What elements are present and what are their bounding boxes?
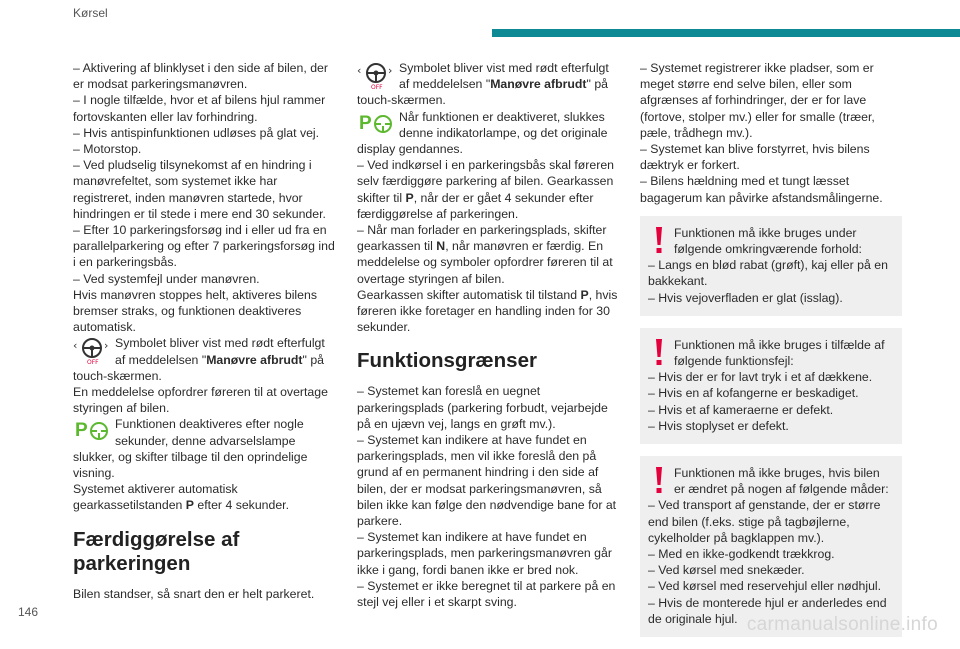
warning-note bbox=[640, 216, 902, 316]
para3-post: efter 4 sekunder. bbox=[194, 498, 290, 513]
svg-text:P: P bbox=[359, 112, 372, 134]
svg-text:›: › bbox=[104, 339, 109, 353]
icon1-text-post: " på touch-skærmen. bbox=[73, 352, 324, 383]
svg-text:P: P bbox=[75, 420, 88, 442]
list-item: – Hvis et af kameraerne er defekt. bbox=[648, 402, 834, 417]
warning-exclamation-icon bbox=[648, 337, 670, 369]
icon1-text-post: " på touch-skærmen. bbox=[357, 77, 608, 108]
section-heading: Funktionsgrænser bbox=[357, 349, 537, 373]
column-3 bbox=[640, 60, 902, 649]
list-item: – Efter 10 parkeringsforsøg ind i eller ud fra en parallelparkering og efter 7 parkeringsforsøg ind i en parkeringsbås. bbox=[73, 223, 335, 270]
list-item: – Ved transport af genstande, der er større end bilen (f.eks. stige på tagbøjlerne, cykelholder på bagklappen mv.). bbox=[648, 498, 881, 545]
paragraph: Hvis manøvren stoppes helt, aktiveres bilens bremser straks, og funktionen deaktiveres automatisk. bbox=[73, 287, 317, 335]
steering-off-icon bbox=[357, 60, 395, 90]
list-item: – Hvis der er for lavt tryk i et af dækkene. bbox=[648, 370, 873, 385]
warning-exclamation-icon bbox=[648, 225, 670, 257]
para3-bold: P bbox=[185, 498, 194, 513]
parking-assist-icon bbox=[73, 416, 111, 446]
list-item: – Systemet registrerer ikke pladser, som er meget større end selve bilen, eller som afgrænses af forhindringer, der er for lave (fortove, stolper mv.) eller for smalle (træer, pæle, trådhegn mv.). bbox=[640, 61, 875, 140]
list-item: – Hvis vejoverfladen er glat (isslag). bbox=[648, 290, 843, 305]
item2-bold: N bbox=[436, 239, 446, 254]
item2-pre: – Når man forlader en parkeringsplads, skifter gearkassen til bbox=[357, 223, 607, 254]
note-lead: Funktionen må ikke bruges i tilfælde af følgende funktionsfejl: bbox=[674, 337, 885, 369]
icon-paragraph bbox=[357, 109, 619, 158]
list-item: – Hvis antispinfunktionen udløses på glat vej. bbox=[73, 125, 320, 140]
svg-text:›: › bbox=[388, 64, 393, 77]
warning-exclamation-icon bbox=[648, 465, 670, 497]
list-item bbox=[357, 157, 619, 222]
warning-note bbox=[640, 328, 902, 444]
para-pre: Gearkassen skifter automatisk til tilstand bbox=[357, 287, 581, 302]
column-1 bbox=[73, 60, 335, 602]
list-item: – Hvis stoplyset er defekt. bbox=[648, 418, 789, 433]
page-number: 146 bbox=[18, 605, 39, 619]
list-item: – Ved kørsel med reservehjul eller nødhjul. bbox=[648, 579, 882, 594]
list-item: – Langs en blød rabat (grøft), kaj eller på en bakkekant. bbox=[648, 258, 888, 289]
icon2-text: Funktionen deaktiveres efter nogle sekunder, denne advarselslampe slukker, og skifter tilbage til den oprindelige visning. bbox=[73, 417, 308, 481]
paragraph bbox=[73, 481, 335, 513]
list-item: – I nogle tilfælde, hvor et af bilens hjul rammer fortovskanten eller lav forhindring. bbox=[73, 93, 326, 124]
list-item: – Systemet er ikke beregnet til at parkere på en stejl vej eller i et skarpt sving. bbox=[357, 578, 616, 610]
icon1-text-bold: Manøvre afbrudt bbox=[490, 77, 587, 92]
svg-text:‹: ‹ bbox=[73, 339, 78, 353]
column-2 bbox=[357, 60, 619, 610]
list-item: – Ved kørsel med snekæder. bbox=[648, 563, 805, 578]
svg-text:‹: ‹ bbox=[357, 64, 362, 77]
header-accent-bar bbox=[492, 29, 960, 37]
list-item: – Aktivering af blinklyset i den side af bilen, der er modsat parkeringsmanøvren. bbox=[73, 61, 328, 92]
list-item: – Ved systemfejl under manøvren. bbox=[73, 271, 260, 286]
list-item: – Med en ikke-godkendt trækkrog. bbox=[648, 547, 835, 562]
list-item: – Motorstop. bbox=[73, 142, 142, 157]
note-lead: Funktionen må ikke bruges under følgende omkringværende forhold: bbox=[674, 225, 862, 257]
icon1-text-bold: Manøvre afbrudt bbox=[206, 352, 303, 367]
item2-post: , når manøvren er færdig. En meddelelse og symboler opfordrer føreren til at overtage styringen af bilen. bbox=[357, 239, 613, 286]
icon-paragraph bbox=[73, 335, 335, 384]
list-item: – Bilens hældning med et tungt læsset bagagerum kan påvirke afstandsmålingerne. bbox=[640, 174, 883, 205]
list-item: – Systemet kan blive forstyrret, hvis bilens dæktryk er forkert. bbox=[640, 142, 870, 173]
list-item: – Systemet kan foreslå en uegnet parkeringsplads (parkering forbudt, vejarbejde på en ujævn vej, langs en grøft mv.). bbox=[357, 384, 608, 431]
warning-note bbox=[640, 456, 902, 637]
list-item: – Systemet kan indikere at have fundet en parkeringsplads, men parkeringsmanøvren går ikke i gang, fordi banen ikke er bred nok. bbox=[357, 530, 612, 577]
list-item: – Systemet kan indikere at have fundet en parkeringsplads, men vil ikke foreslå den på grund af en permanent hindring i den side af bilen, der er modsat parkeringsmanøvren, så bilen ikke kan følge den nødvendige bane for at parkere. bbox=[357, 433, 617, 529]
section-heading: Færdiggørelse af parkeringen bbox=[73, 527, 240, 575]
icon-paragraph bbox=[357, 60, 619, 109]
section-title: Kørsel bbox=[73, 6, 108, 20]
item1-bold: P bbox=[405, 190, 414, 205]
paragraph: Bilen standser, så snart den er helt parkeret. bbox=[73, 586, 315, 601]
icon1-text-pre: Symbolet bliver vist med rødt efterfulgt af meddelelsen " bbox=[399, 61, 609, 92]
steering-off-icon bbox=[73, 335, 111, 365]
parking-assist-icon bbox=[357, 109, 395, 139]
para-bold: P bbox=[580, 287, 589, 302]
note-lead: Funktionen må ikke bruges, hvis bilen er ændret på nogen af følgende måder: bbox=[674, 466, 889, 497]
paragraph: En meddelelse opfordrer føreren til at overtage styringen af bilen. bbox=[73, 385, 328, 416]
para-post: , hvis føreren ikke foretager en handling inden for 30 sekunder. bbox=[357, 287, 618, 335]
list-item bbox=[357, 222, 619, 287]
icon1-text-pre: Symbolet bliver vist med rødt efterfulgt af meddelelsen " bbox=[115, 336, 325, 367]
icon2-text: Når funktionen er deaktiveret, slukkes denne indikatorlampe, og det originale display gendannes. bbox=[357, 109, 608, 157]
para3-pre: Systemet aktiverer automatisk gearkassetilstanden bbox=[73, 482, 238, 513]
list-item: – Hvis en af kofangerne er beskadiget. bbox=[648, 386, 859, 401]
list-item: – Hvis de monterede hjul er anderledes end de originale hjul. bbox=[648, 595, 887, 626]
item1-post: , når der er gået 4 sekunder efter færdiggørelse af parkeringen. bbox=[357, 190, 594, 221]
svg-text:OFF: OFF bbox=[87, 359, 99, 366]
paragraph bbox=[357, 287, 619, 336]
svg-text:OFF: OFF bbox=[371, 84, 383, 90]
watermark: carmanualsonline.info bbox=[746, 614, 938, 635]
icon-paragraph bbox=[73, 416, 335, 481]
item1-pre: – Ved indkørsel i en parkeringsbås skal føreren selv færdiggøre parkering af bilen. Gearkassen skifter til bbox=[357, 158, 614, 205]
list-item: – Ved pludselig tilsynekomst af en hindring i manøvrefeltet, som systemet ikke har registreret, inden manøvren startede, hvor hindringen er til stede i mere end 30 sekunder. bbox=[73, 158, 326, 221]
